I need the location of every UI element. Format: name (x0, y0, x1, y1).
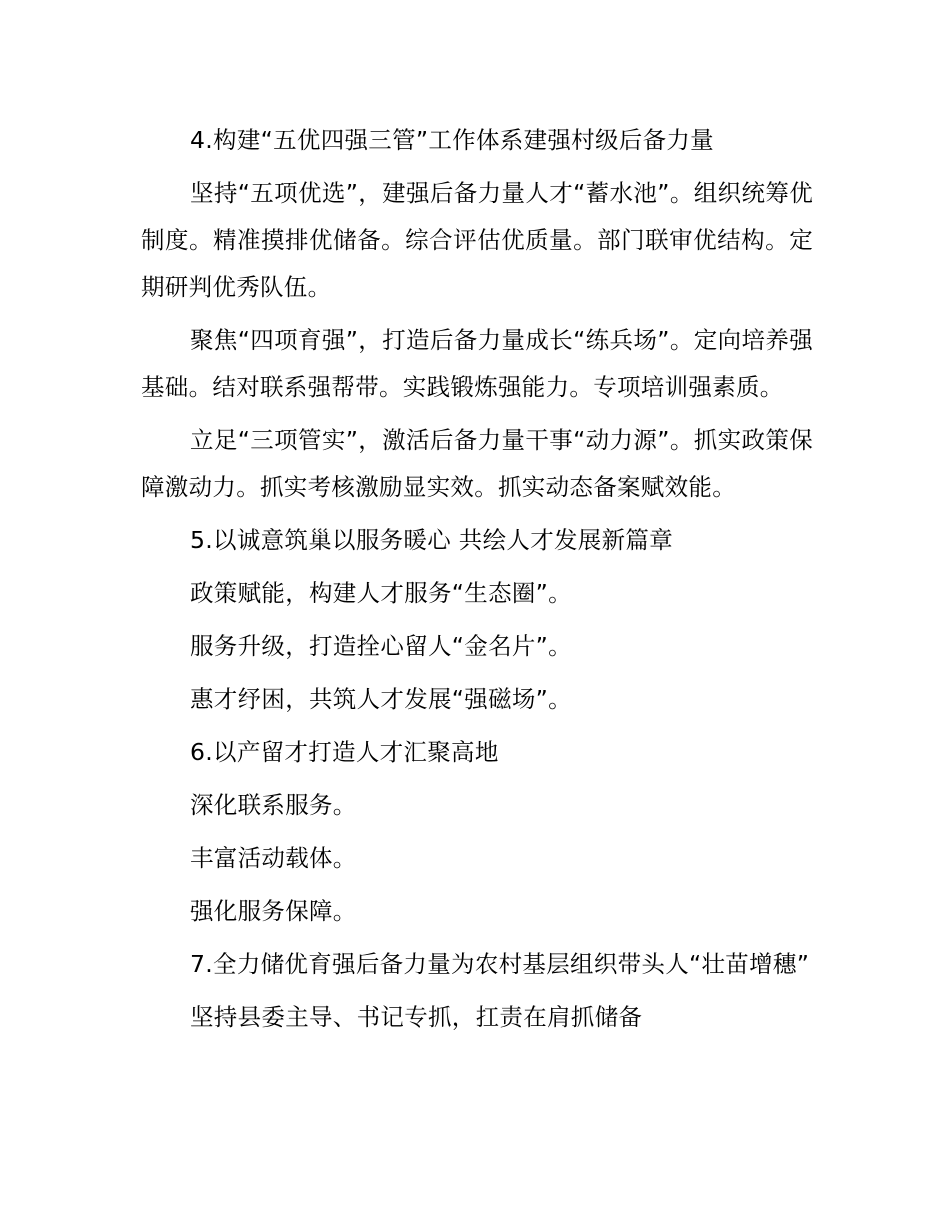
paragraph-policy-empowerment: 政策赋能，构建人才服务“生态圈”。 (190, 579, 572, 607)
paragraph-deepen-contact: 深化联系服务。 (190, 791, 357, 819)
paragraph-strengthen-support: 强化服务保障。 (190, 897, 357, 925)
section-heading-6: 6.以产留才打造人才汇聚高地 (190, 738, 499, 766)
document-page (141, 117, 813, 1047)
paragraph-five-selections: 坚持“五项优选”，建强后备力量人才“蓄水池”。组织统筹优制度。精准摸排优储备。综合评估优质量。部门联审优结构。定期研判优秀队伍。 (141, 179, 813, 301)
paragraph-talent-relief: 惠才纾困，共筑人才发展“强磁场”。 (190, 685, 572, 713)
section-heading-4: 4.构建“五优四强三管”工作体系建强村级后备力量 (190, 126, 714, 154)
paragraph-three-managements: 立足“三项管实”，激活后备力量干事“动力源”。抓实政策保障激动力。抓实考核激励显实效。抓实动态备案赋效能。 (141, 426, 813, 501)
paragraph-four-cultivations: 聚焦“四项育强”，打造后备力量成长“练兵场”。定向培养强基础。结对联系强帮带。实践锻炼强能力。专项培训强素质。 (141, 326, 813, 401)
paragraph-county-leadership: 坚持县委主导、书记专抓，扛责在肩抓储备 (190, 1003, 643, 1031)
paragraph-enrich-activities: 丰富活动载体。 (190, 844, 357, 872)
section-heading-7: 7.全力储优育强后备力量为农村基层组织带头人“壮苗增穗” (190, 950, 810, 978)
paragraph-service-upgrade: 服务升级，打造拴心留人“金名片”。 (190, 632, 572, 660)
section-heading-5: 5.以诚意筑巢以服务暖心 共绘人才发展新篇章 (190, 526, 673, 554)
